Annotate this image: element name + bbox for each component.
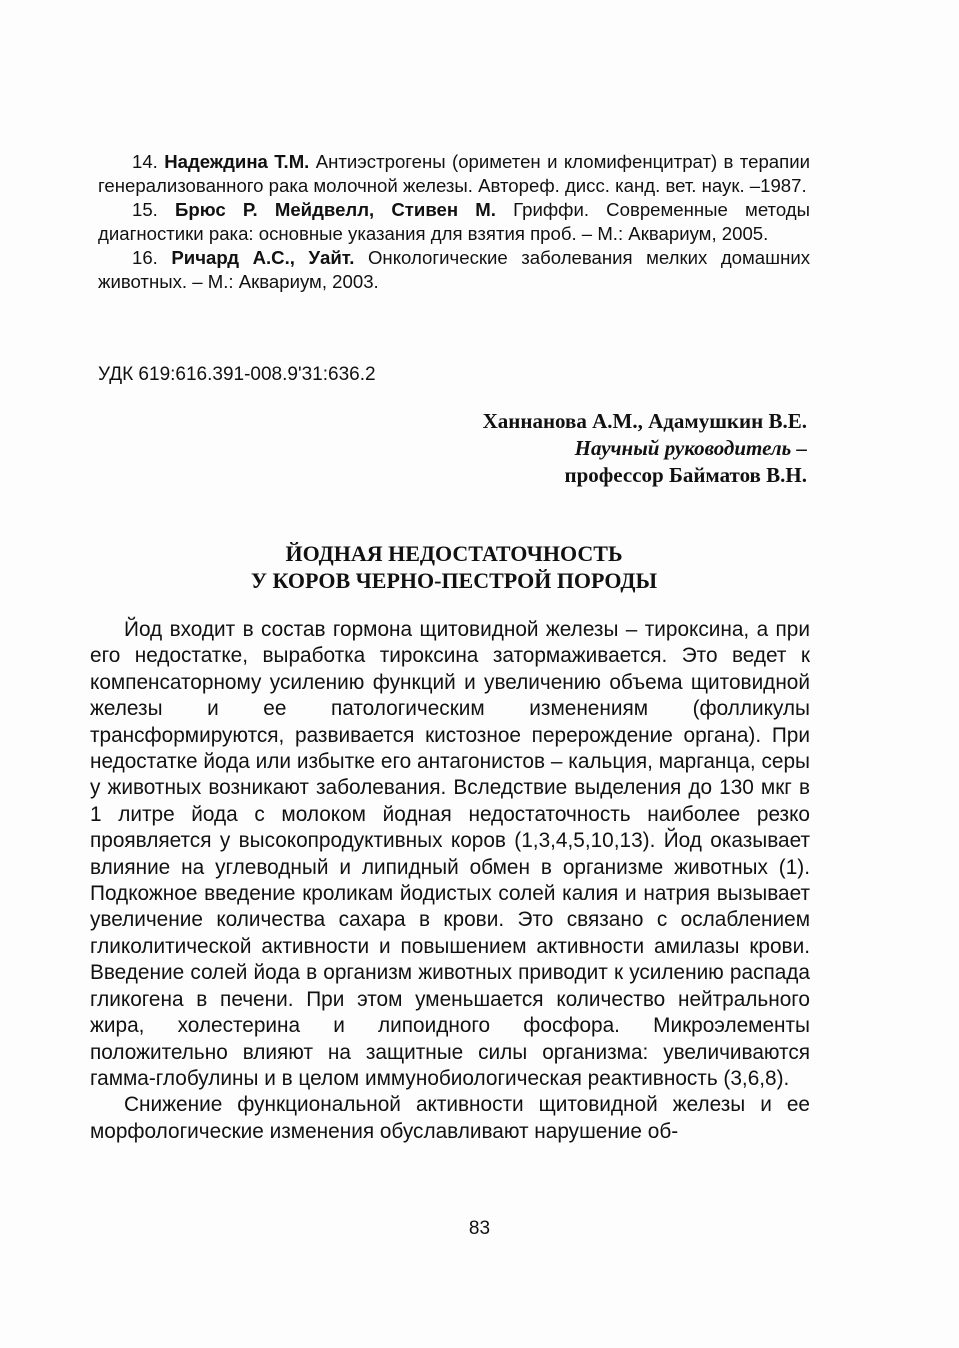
body-paragraph: Снижение функциональной активности щитовидной железы и ее морфологические изменения обуславливают нарушение об-: [90, 1093, 810, 1143]
page-number: 83: [468, 1218, 491, 1239]
author-names: Ханнанова А.М., Адамушкин В.Е.: [482, 409, 807, 433]
body-paragraph: Йод входит в состав гормона щитовидной железы – тироксина, а при его недостатке, выработка тироксина затормаживается. Это ведет к компенсаторному усилению функций и увеличению объема щитовидной железы и ее патологическим изменениям (фолликулы трансформируются, развивается кистозное перерождение органа). При недостатке йода или избытке его антагонистов – кальция, марганца, серы у животных возникают заболевания. Вследствие выделения до 130 мкг в 1 литре йода с молоком йодная недостаточность наиболее резко проявляется у высокопродуктивных коров (1,3,4,5,10,13). Йод оказывает влияние на углеводный и липидный обмен в организме животных (1). Подкожное введение кроликам йодистых солей калия и натрия вызывает увеличение количества сахара в крови. Это связано с ослаблением гликолитической активности и повышением активности амилазы крови. Введение солей йода в организм животных приводит к усилению распада гликогена в печени. При этом уменьшается количество нейтрального жира, холестерина и липоидного фосфора. Микроэлементы положительно влияют на защитные силы организма: увеличиваются гамма-глобулины и в целом иммунобиологическая реактивность (3,6,8).: [90, 618, 810, 1090]
reference-authors: Надеждина Т.М.: [164, 151, 310, 172]
reference-text: Гриффи. Современные методы диагностики рака: основные указания для взятия проб. – М.: Аквариум, 2005.: [98, 199, 810, 244]
supervisor-label: Научный руководитель –: [574, 436, 807, 460]
reference-authors: Брюс Р. Мейдвелл, Стивен М.: [175, 199, 496, 220]
reference-item: [98, 246, 810, 294]
title-line: У КОРОВ ЧЕРНО-ПЕСТРОЙ ПОРОДЫ: [250, 568, 658, 593]
title-line: ЙОДНАЯ НЕДОСТАТОЧНОСТЬ: [285, 541, 623, 566]
reference-list: [98, 150, 810, 294]
article-title: [98, 540, 810, 594]
article-body: [90, 617, 810, 1145]
reference-number: 15.: [132, 199, 158, 220]
reference-item: [98, 150, 810, 198]
author-block: [483, 408, 807, 489]
reference-text: Онкологические заболевания мелких домашних животных. – М.: Аквариум, 2003.: [98, 247, 811, 292]
reference-item: [98, 198, 810, 246]
reference-number: 16.: [132, 247, 158, 268]
supervisor-name: профессор Байматов В.Н.: [564, 463, 807, 487]
reference-number: 14.: [132, 151, 158, 172]
udk-code: УДК 619:616.391-008.9'31:636.2: [98, 364, 376, 385]
reference-authors: Ричард А.С., Уайт.: [171, 247, 355, 268]
reference-text: Антиэстрогены (ориметен и кломифенцитрат) в терапии генерализованного рака молочной железы. Автореф. дисс. канд. вет. наук. –1987.: [98, 151, 810, 196]
